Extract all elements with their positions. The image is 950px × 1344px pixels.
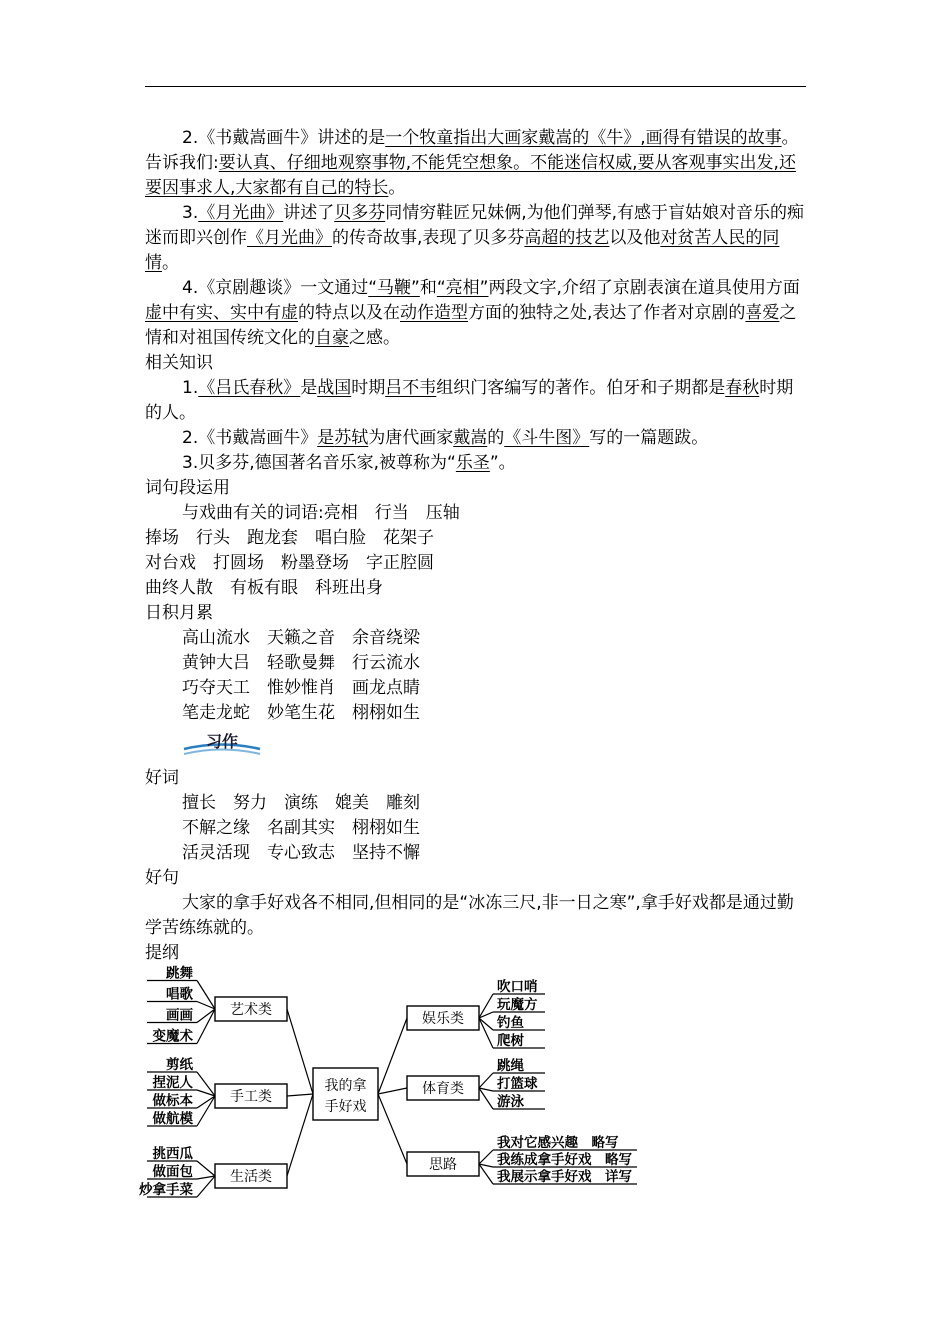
text: 《书戴嵩画牛》 xyxy=(198,128,318,148)
text: 时期 xyxy=(351,378,386,398)
outline-text: 跳绳 xyxy=(497,1058,524,1074)
text: 讲述的是 xyxy=(317,128,386,148)
text: 的传奇故事,表现了贝多芬 xyxy=(332,228,525,248)
heading-good-words: 好词 xyxy=(145,768,179,788)
outline-text: 娱乐类 xyxy=(422,1011,464,1027)
text: 。 xyxy=(162,253,179,273)
outline-text: 捏泥人 xyxy=(152,1075,193,1091)
outline-text: 唱歌 xyxy=(166,986,193,1003)
outline-text: 钓鱼 xyxy=(497,1015,524,1031)
text: 时期的人。 xyxy=(145,378,794,423)
underlined-text: 虚中有实、实中有虚 xyxy=(145,303,298,323)
connector-line xyxy=(479,1018,493,1030)
idiom-line: 巧夺天工 惟妙惟肖 画龙点睛 xyxy=(182,678,420,698)
text: ”。 xyxy=(489,453,516,473)
underlined-text: 喜爱 xyxy=(745,303,780,323)
outline-text: 剪纸 xyxy=(166,1057,193,1073)
underlined-text: “马鞭” xyxy=(368,278,420,298)
underlined-text: 《月光曲》 xyxy=(198,203,284,223)
underlined-text: 一个牧童指出大画家戴嵩的《牛》,画得有错误的故事 xyxy=(385,128,782,148)
underlined-text: 要认真、仔细地观察事物,不能凭空想象。不能迷信权威,要从客观事实出发,还要因事求人,大家都有自己的特长 xyxy=(145,153,796,198)
underlined-text: 苏轼 xyxy=(334,428,369,448)
outline-text: 玩魔方 xyxy=(497,997,538,1013)
text: 讲述了 xyxy=(283,203,335,223)
text: 之感。 xyxy=(349,328,400,348)
text: 贝多芬,德国著名音乐家,被尊称为“ xyxy=(198,453,456,473)
underlined-text: 自豪 xyxy=(315,328,349,348)
underlined-text: “亮相” xyxy=(436,278,489,298)
paragraph-moonlight xyxy=(145,201,806,276)
underlined-text: 贝多芬 xyxy=(334,203,386,223)
underlined-text: 戴嵩 xyxy=(453,428,488,448)
outline-text: 思路 xyxy=(429,1157,457,1173)
text: 。 xyxy=(388,178,406,198)
good-words-line: 活灵活现 专心致志 坚持不懈 xyxy=(182,843,420,863)
text: 以及他 xyxy=(609,228,661,248)
outline-text: 爬树 xyxy=(497,1033,524,1049)
item-number: 3. xyxy=(182,453,199,473)
outline-text: 挑西瓜 xyxy=(152,1146,193,1162)
knowledge-item-2 xyxy=(145,426,806,451)
underlined-text: 吕不韦 xyxy=(385,378,437,398)
underlined-text: 动作造型 xyxy=(400,303,468,323)
underlined-text: 高超的技艺 xyxy=(524,228,610,248)
heading-knowledge: 相关知识 xyxy=(145,353,213,373)
text: 是 xyxy=(300,378,318,398)
connector-line xyxy=(197,1161,215,1176)
outline-text: 我对它感兴趣 略写 xyxy=(497,1135,619,1151)
outline-text: 生活类 xyxy=(230,1169,272,1185)
heading-daily: 日积月累 xyxy=(145,603,213,623)
heading-phrases: 词句段运用 xyxy=(145,478,230,498)
connector-line xyxy=(197,1096,215,1126)
underlined-text: 战国 xyxy=(317,378,352,398)
outline-text: 我的拿 xyxy=(324,1078,367,1094)
connector-line xyxy=(287,1094,313,1096)
outline-text: 我练成拿手好戏 略写 xyxy=(497,1152,632,1168)
outline-text: 跳舞 xyxy=(166,965,193,982)
phrase-line: 与戏曲有关的词语:亮相 行当 压轴 xyxy=(182,503,460,523)
good-words-line: 擅长 努力 演练 媲美 雕刻 xyxy=(182,793,420,813)
outline-text: 我展示拿手好戏 详写 xyxy=(497,1169,632,1185)
heading-good-sentence: 好句 xyxy=(145,868,179,888)
good-words-line: 不解之缘 名副其实 栩栩如生 xyxy=(182,818,420,838)
connector-line xyxy=(479,1150,493,1164)
connector-line xyxy=(197,1096,215,1108)
idiom-line: 笔走龙蛇 妙笔生花 栩栩如生 xyxy=(182,703,420,723)
paragraph-opera xyxy=(145,276,806,351)
section-logo-text: 习作 xyxy=(205,732,239,751)
idiom-line: 高山流水 天籁之音 余音绕梁 xyxy=(182,628,420,648)
underlined-text: 《斗牛图》 xyxy=(504,428,590,448)
outline-text: 做标本 xyxy=(152,1093,193,1109)
underlined-text: 《月光曲》 xyxy=(247,228,332,248)
text: 组织门客编写的著作。伯牙和子期都是 xyxy=(436,378,726,398)
underlined-text: 对贫苦人民的同情 xyxy=(145,228,780,273)
header-rule xyxy=(145,86,806,87)
idiom-line: 黄钟大吕 轻歌曼舞 行云流水 xyxy=(182,653,420,673)
outline-text: 做航模 xyxy=(152,1111,193,1127)
good-sentence-text: 大家的拿手好戏各不相同,但相同的是“冰冻三尺,非一日之寒”,拿手好戏都是通过勤学苦练练就的。 xyxy=(145,893,794,938)
phrase-line: 对台戏 打圆场 粉墨登场 字正腔圆 xyxy=(145,553,434,573)
underlined-text: 是 xyxy=(317,428,335,448)
outline-text: 打篮球 xyxy=(497,1076,538,1092)
outline-text: 体育类 xyxy=(422,1081,464,1097)
underlined-text: 乐圣 xyxy=(455,453,490,473)
underlined-text: 春秋 xyxy=(725,378,760,398)
item-number: 3. xyxy=(182,203,199,223)
text: 《京剧趣谈》一文通过 xyxy=(198,278,369,298)
item-number: 2. xyxy=(182,128,199,148)
outline-text: 画画 xyxy=(166,1007,193,1024)
section-logo-composition xyxy=(145,726,806,758)
outline-mindmap xyxy=(139,965,665,1206)
outline-text: 手好戏 xyxy=(324,1099,367,1115)
connector-line xyxy=(197,1009,215,1044)
item-number: 1. xyxy=(182,378,199,398)
text: 两段文字,介绍了京剧表演在道具使用方面 xyxy=(488,278,800,298)
phrase-line: 曲终人散 有板有眼 科班出身 xyxy=(145,578,383,598)
text: 写的一篇题跋。 xyxy=(589,428,709,448)
connector-line xyxy=(287,1009,313,1094)
knowledge-item-3 xyxy=(145,451,806,476)
item-number: 2. xyxy=(182,428,199,448)
text: 。告诉我们: xyxy=(145,128,799,173)
outline-text: 手工类 xyxy=(230,1089,272,1105)
outline-text: 做面包 xyxy=(152,1164,193,1180)
outline-text: 变魔术 xyxy=(152,1028,193,1045)
outline-text: 艺术类 xyxy=(230,1002,272,1018)
connector-line xyxy=(378,1088,407,1094)
text: 的特点以及在 xyxy=(298,303,400,323)
underlined-text: 《吕氏春秋》 xyxy=(198,378,301,398)
text: 和 xyxy=(419,278,437,298)
phrase-line: 捧场 行头 跑龙套 唱白脸 花架子 xyxy=(145,528,434,548)
text: 方面的独特之处,表达了作者对京剧的 xyxy=(468,303,746,323)
text: 为唐代画家 xyxy=(368,428,454,448)
text: 《书戴嵩画牛》 xyxy=(198,428,318,448)
text: 同情穷鞋匠兄妹俩,为他们弹琴,有感于盲姑娘对音乐的痴迷而即兴创作 xyxy=(145,203,805,248)
knowledge-item-1 xyxy=(145,376,806,426)
outline-text: 游泳 xyxy=(497,1094,524,1110)
connector-line xyxy=(378,1094,407,1164)
connector-line xyxy=(287,1094,313,1176)
outline-text: 炒拿手菜 xyxy=(139,1182,193,1198)
item-number: 4. xyxy=(182,278,199,298)
connector-line xyxy=(378,1018,407,1094)
connector-line xyxy=(479,1018,493,1048)
text: 的 xyxy=(487,428,505,448)
paragraph-book xyxy=(145,126,806,201)
text: 之情和对祖国传统文化的 xyxy=(145,303,797,348)
connector-line xyxy=(197,1009,215,1023)
outline-text: 吹口哨 xyxy=(497,979,538,995)
heading-outline: 提纲 xyxy=(145,943,179,963)
connector-line xyxy=(479,1073,493,1088)
page-content xyxy=(145,126,806,966)
